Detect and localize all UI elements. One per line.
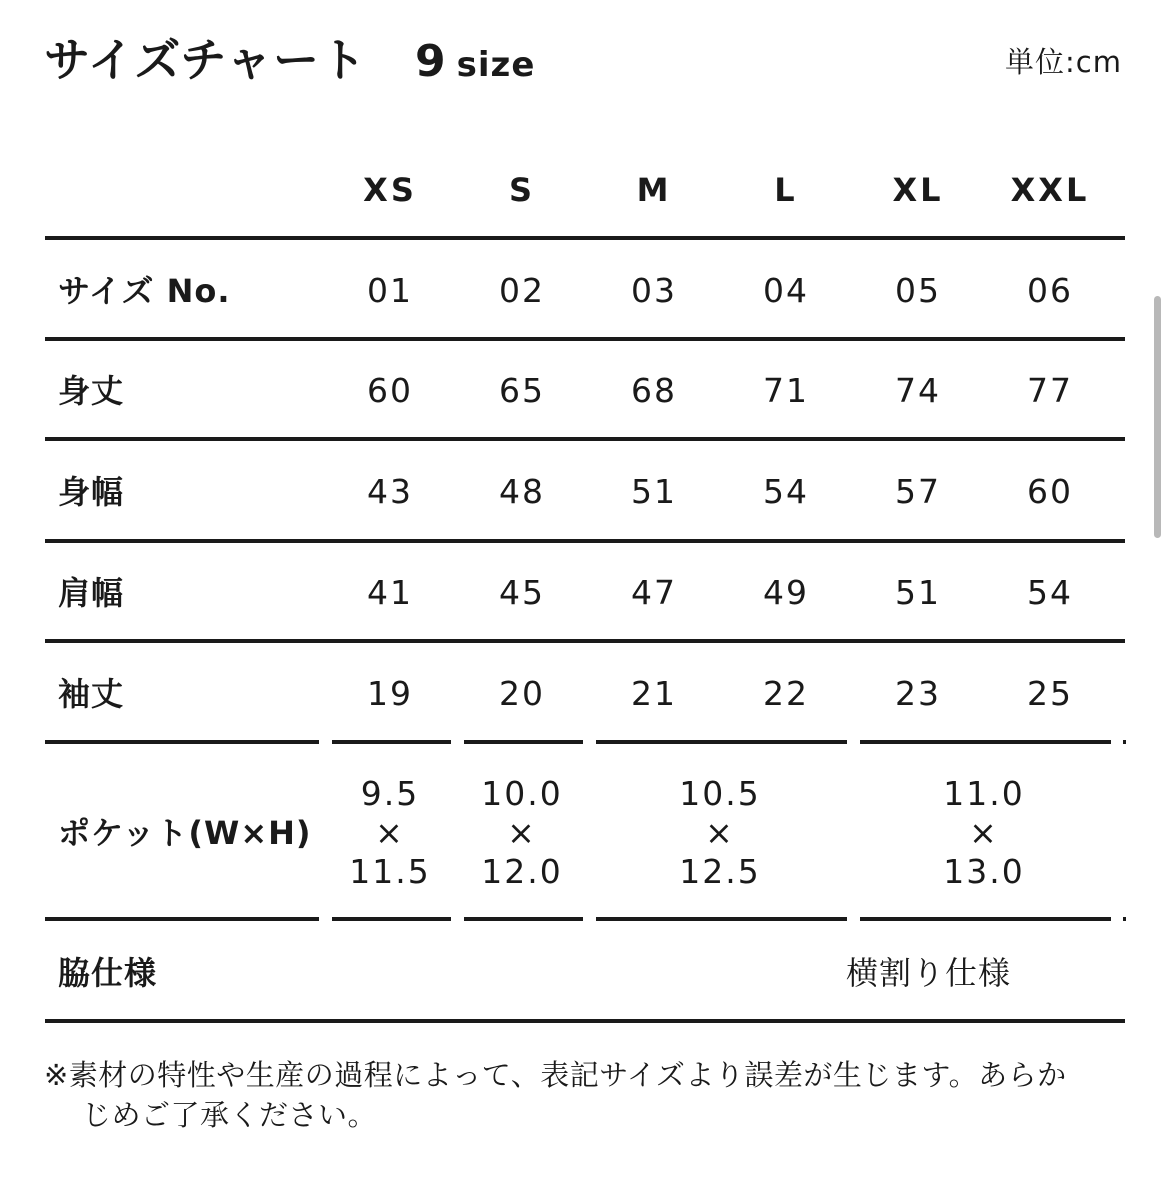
cell-body-length-l: 71: [763, 371, 809, 410]
page-title: [44, 30, 535, 95]
table-divider: [45, 1019, 1125, 1023]
footnote: [44, 1055, 1134, 1135]
cell-shoulder-width-s: 45: [499, 573, 545, 612]
row-label-body-width: 身幅: [58, 473, 125, 511]
title-main: サイズチャート: [44, 33, 368, 87]
table-divider: [45, 236, 1125, 240]
table-divider-segment: [45, 740, 319, 744]
cell-shoulder-width-xl: 51: [895, 573, 941, 612]
table-divider-segment: [596, 740, 847, 744]
table-divider-segment: [860, 740, 1111, 744]
cell-sleeve-length-s: 20: [499, 674, 545, 713]
cell-body-length-m: 68: [631, 371, 677, 410]
pocket-height: 12.0: [481, 852, 563, 891]
footnote-line-2: じめご了承ください。: [82, 1098, 378, 1132]
cell-body-width-s: 48: [499, 472, 545, 511]
table-divider-segment: [1123, 917, 1126, 921]
pocket-times: ×: [507, 813, 537, 852]
title-size-word: size: [456, 45, 536, 85]
cell-shoulder-width-l: 49: [763, 573, 809, 612]
col-header-xs: XS: [363, 171, 417, 209]
cell-body-width-xs: 43: [367, 472, 413, 511]
cell-shoulder-width-xs: 41: [367, 573, 413, 612]
pocket-height: 12.5: [679, 852, 761, 891]
pocket-width: 11.0: [943, 774, 1025, 813]
row-label-body-length: 身丈: [58, 372, 125, 410]
cell-size-no-m: 03: [631, 271, 677, 310]
table-divider-segment: [596, 917, 847, 921]
pocket-size-xs: [324, 774, 456, 891]
cell-body-width-l: 54: [763, 472, 809, 511]
col-header-xxl: XXL: [1010, 171, 1090, 209]
row-label-shoulder-width: 肩幅: [58, 574, 125, 612]
side-spec-value: 横割り仕様: [846, 954, 1012, 992]
cell-size-no-xs: 01: [367, 271, 413, 310]
table-divider: [45, 337, 1125, 341]
cell-shoulder-width-m: 47: [631, 573, 677, 612]
pocket-size-xl-xxl: [852, 774, 1116, 891]
cell-body-width-xxl: 60: [1027, 472, 1073, 511]
table-divider-segment: [332, 740, 451, 744]
pocket-times: ×: [705, 813, 735, 852]
table-divider-segment: [45, 917, 319, 921]
pocket-width: 10.0: [481, 774, 563, 813]
cell-sleeve-length-l: 22: [763, 674, 809, 713]
cell-size-no-xl: 05: [895, 271, 941, 310]
row-label-sleeve-length: 袖丈: [58, 675, 125, 713]
cell-size-no-s: 02: [499, 271, 545, 310]
table-divider: [45, 639, 1125, 643]
unit-label: 単位:cm: [1005, 45, 1122, 79]
pocket-times: ×: [375, 813, 405, 852]
table-divider-segment: [464, 917, 583, 921]
pocket-height: 13.0: [943, 852, 1025, 891]
cell-size-no-l: 04: [763, 271, 809, 310]
cell-sleeve-length-m: 21: [631, 674, 677, 713]
footnote-line-1: ※素材の特性や生産の過程によって、表記サイズより誤差が生じます。あらか: [44, 1058, 1067, 1092]
cell-sleeve-length-xl: 23: [895, 674, 941, 713]
row-label-side-spec: 脇仕様: [58, 954, 158, 992]
row-label-pocket: ポケット(W×H): [58, 814, 312, 852]
cell-sleeve-length-xs: 19: [367, 674, 413, 713]
cell-shoulder-width-xxl: 54: [1027, 573, 1073, 612]
title-size-count: 9: [415, 36, 447, 87]
table-divider-segment: [860, 917, 1111, 921]
col-header-xl: XL: [892, 171, 944, 209]
cell-body-width-xl: 57: [895, 472, 941, 511]
col-header-s: S: [508, 171, 536, 209]
table-divider-segment: [332, 917, 451, 921]
row-label-size-no: サイズ No.: [58, 272, 231, 310]
pocket-size-m-l: [588, 774, 852, 891]
col-header-m: M: [636, 171, 672, 209]
pocket-width: 10.5: [679, 774, 761, 813]
pocket-size-s: [456, 774, 588, 891]
cell-body-width-m: 51: [631, 472, 677, 511]
pocket-height: 11.5: [349, 852, 431, 891]
cell-body-length-xxl: 77: [1027, 371, 1073, 410]
cell-size-no-xxl: 06: [1027, 271, 1073, 310]
cell-body-length-s: 65: [499, 371, 545, 410]
pocket-width: 9.5: [360, 774, 420, 813]
table-divider: [45, 437, 1125, 441]
pocket-times: ×: [969, 813, 999, 852]
table-divider-segment: [1123, 740, 1126, 744]
table-divider: [45, 539, 1125, 543]
cell-sleeve-length-xxl: 25: [1027, 674, 1073, 713]
vertical-scrollbar[interactable]: [1154, 296, 1161, 538]
cell-body-length-xs: 60: [367, 371, 413, 410]
cell-body-length-xl: 74: [895, 371, 941, 410]
table-divider-segment: [464, 740, 583, 744]
col-header-l: L: [774, 171, 798, 209]
